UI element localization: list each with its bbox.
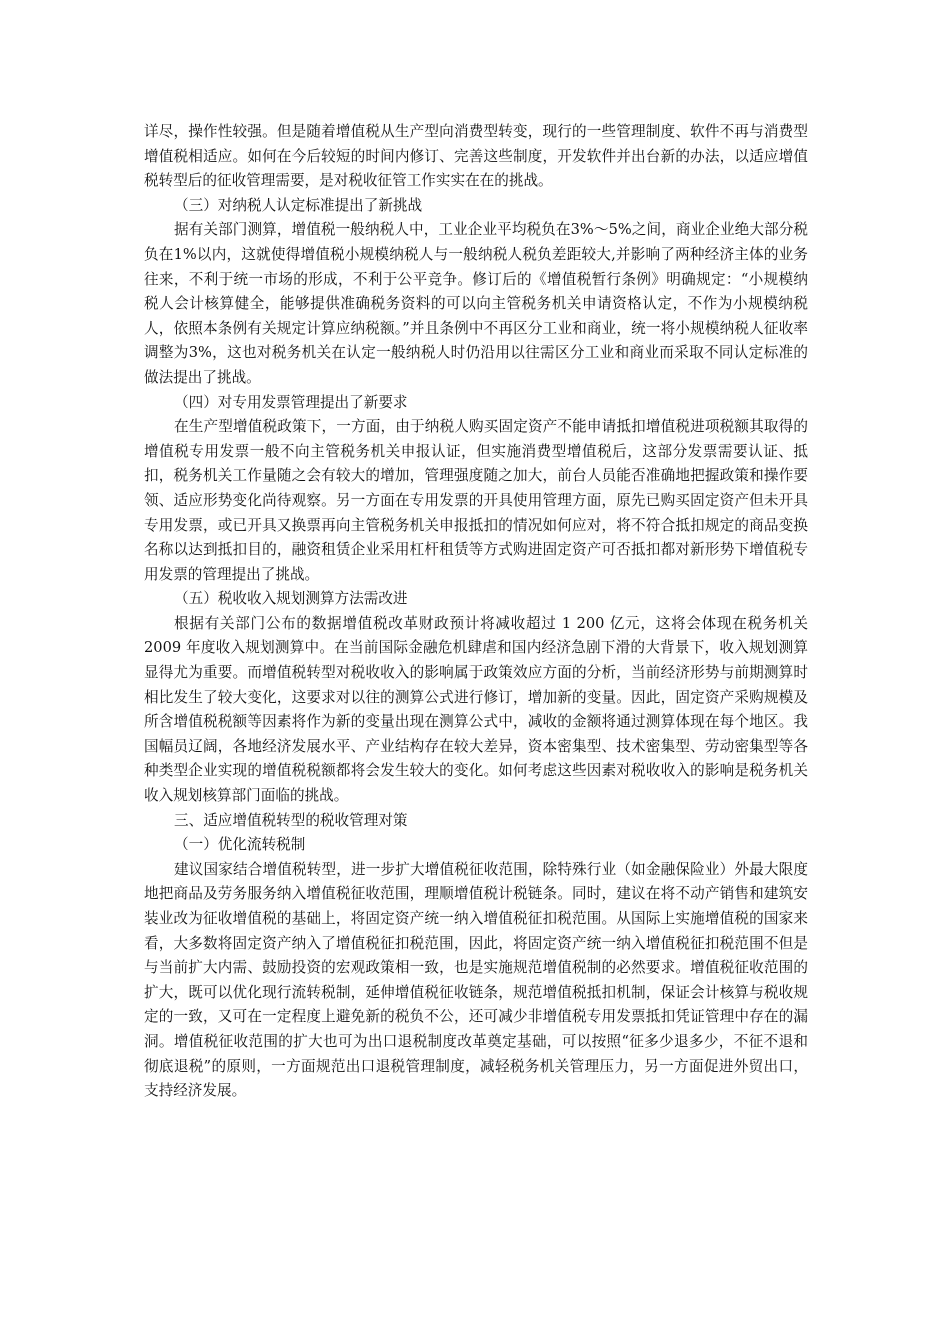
paragraph-turnover-tax: 建议国家结合增值税转型，进一步扩大增值税征收范围，除特殊行业（如金融保险业）外最大限度地把商品及劳务服务纳入增值税征收范围，理顺增值税计税链条。同时，建议在将不动产销售和建筑安装业改为征收增值税的基础上，将固定资产统一纳入增值税征扣税范围。从国际上实施增值税的国家来看，大多数将固定资产纳入了增值税征扣税范围，因此，将固定资产统一纳入增值税征扣税范围不但是与当前扩大内需、鼓励投资的宏观政策相一致，也是实施规范增值税制的必然要求。增值税征收范围的扩大，既可以优化现行流转税制，延伸增值税征收链条，规范增值税抵扣机制，保证会计核算与税收规定的一致，又可在一定程度上避免新的税负不公，还可减少非增值税专用发票抵扣凭证管理中存在的漏洞。增值税征收范围的扩大也可为出口退税制度改革奠定基础，可以按照“征多少退多少，不征不退和彻底退税”的原则，一方面规范出口退税管理制度，减轻税务机关管理压力，另一方面促进外贸出口，支持经济发展。 bbox=[144, 860, 808, 1100]
paragraph-revenue-planning: 根据有关部门公布的数据增值税改革财政预计将减收超过 1 200 亿元，这将会体现在税务机关 2009 年度收入规划测算中。在当前国际金融危机肆虐和国内经济急剧下滑的大背景下，收入规划测算显得尤为重要。而增值税转型对税收收入的影响属于政策效应方面的分析，当前经济形势与前期测算时相比发生了较大变化，这要求对以往的测算公式进行修订，增加新的变量。因此，固定资产采购规模及所含增值税税额等因素将作为新的变量出现在测算公式中，减收的金额将通过测算体现在每个地区。我国幅员辽阔，各地经济发展水平、产业结构存在较大差异，资本密集型、技术密集型、劳动密集型等各种类型企业实现的增值税税额都将会发生较大的变化。如何考虑这些因素对税收收入的影响是税务机关收入规划核算部门面临的挑战。 bbox=[144, 614, 808, 805]
paragraph-special-invoice: 在生产型增值税政策下，一方面，由于纳税人购买固定资产不能申请抵扣增值税进项税额其取得的增值税专用发票一般不向主管税务机关申报认证，但实施消费型增值税后，这部分发票需要认证、抵扣，税务机关工作量随之会有较大的增加，管理强度随之加大，前台人员能否准确地把握政策和操作要领、适应形势变化尚待观察。另一方面在专用发票的开具使用管理方面，原先已购买固定资产但未开具专用发票，或已开具又换票再向主管税务机关申报抵扣的情况如何应对，将不符合抵扣规定的商品变换名称以达到抵扣目的，融资租赁企业采用杠杆租赁等方式购进固定资产可否抵扣都对新形势下增值税专用发票的管理提出了挑战。 bbox=[144, 418, 808, 583]
paragraph-continuation: 详尽，操作性较强。但是随着增值税从生产型向消费型转变，现行的一些管理制度、软件不再与消费型增值税相适应。如何在今后较短的时间内修订、完善这些制度，开发软件并出台新的办法，以适应增值税转型后的征收管理需要，是对税收征管工作实实在在的挑战。 bbox=[144, 123, 808, 190]
section-heading-taxpayer-identification: （三）对纳税人认定标准提出了新挑战 bbox=[174, 196, 423, 214]
document-page bbox=[144, 120, 808, 1104]
section-heading-countermeasures: 三、适应增值税转型的税收管理对策 bbox=[174, 811, 408, 829]
paragraph-taxpayer-identification: 据有关部门测算，增值税一般纳税人中，工业企业平均税负在3%～5%之间，商业企业绝大部分税负在1%以内，这就使得增值税小规模纳税人与一般纳税人税负差距较大,并影响了两种经济主体的业务往来，不利于统一市场的形成，不利于公平竞争。修订后的《增值税暂行条例》明确规定：“小规模纳税人会计核算健全，能够提供准确税务资料的可以向主管税务机关申请资格认定，不作为小规模纳税人，依照本条例有关规定计算应纳税额。”并且条例中不再区分工业和商业，统一将小规模纳税人征收率调整为3%，这也对税务机关在认定一般纳税人时仍沿用以往需区分工业和商业而采取不同认定标准的做法提出了挑战。 bbox=[144, 221, 808, 386]
subsection-heading-turnover-tax: （一）优化流转税制 bbox=[174, 836, 306, 854]
section-heading-revenue-planning: （五）税收收入规划测算方法需改进 bbox=[174, 590, 408, 608]
section-heading-special-invoice: （四）对专用发票管理提出了新要求 bbox=[174, 393, 408, 411]
